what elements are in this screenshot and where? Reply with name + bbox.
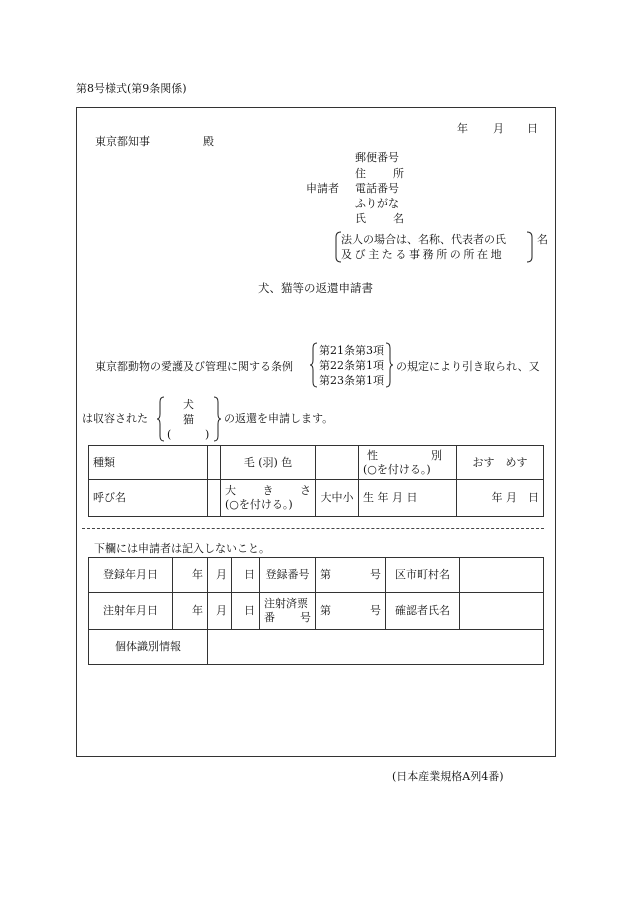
paper-size-note: (日本産業規格A列4番): [392, 770, 504, 783]
reg-date-label: 登録年月日: [89, 558, 173, 593]
sex-value[interactable]: おす めす: [457, 446, 544, 480]
sex-label: 性 別 (○を付ける。): [359, 446, 457, 480]
form-number: 第8号様式(第9条関係): [76, 82, 187, 95]
ordinance-continuation: の規定により引き取られ、又: [396, 360, 540, 373]
addressee-honorific: 殿: [203, 135, 214, 148]
injection-cert-label: 注射済票 番 号: [260, 593, 316, 630]
body-line2-suffix: の返還を申請します。: [224, 412, 334, 425]
corp-note-bracket-right: [525, 231, 535, 263]
animals-brace-right: [212, 396, 222, 442]
species-value[interactable]: [208, 446, 221, 480]
animal-dog: 犬: [183, 398, 194, 411]
corp-note-line-1: 法人の場合は、名称、代表者の氏: [341, 233, 506, 246]
id-info-value[interactable]: [208, 630, 544, 665]
animal-other-close: ): [205, 428, 210, 441]
reg-date-year[interactable]: 年: [173, 558, 208, 593]
injection-date-label: 注射年月日: [89, 593, 173, 630]
animal-info-table: [88, 445, 544, 517]
articles-brace-left: [309, 342, 319, 388]
applicant-name-label-1: 氏: [355, 212, 366, 225]
date-day: 日: [527, 122, 538, 135]
office-use-table: [88, 557, 544, 665]
applicant-postal-label: 郵便番号: [355, 151, 399, 164]
reg-number-label: 登録番号: [260, 558, 316, 593]
birth-date-label: 生 年 月 日: [359, 480, 457, 517]
size-value[interactable]: 大中小: [316, 480, 359, 517]
article-1: 第21条第3項: [319, 344, 384, 357]
species-label: 種類: [89, 446, 208, 480]
applicant-phone-label: 電話番号: [355, 182, 399, 195]
reg-date-day[interactable]: 日: [232, 558, 260, 593]
document-title: 犬、猫等の返還申請書: [258, 281, 373, 295]
applicant-address-label-2: 所: [393, 167, 404, 180]
articles-brace-right: [384, 342, 394, 388]
id-info-label: 個体識別情報: [89, 630, 208, 665]
applicant-furigana-label: ふりがな: [355, 197, 399, 210]
injection-date-day[interactable]: 日: [232, 593, 260, 630]
body-line2-prefix: は収容された: [82, 412, 148, 425]
call-name-label: 呼び名: [89, 480, 208, 517]
municipality-label: 区市町村名: [386, 558, 460, 593]
applicant-name-label-2: 名: [393, 212, 404, 225]
animal-other-open: (: [167, 428, 172, 441]
applicant-label: 申請者: [306, 182, 339, 195]
confirmer-label: 確認者氏名: [386, 593, 460, 630]
injection-cert-value[interactable]: 第 号: [316, 593, 386, 630]
fur-color-label: 毛 (羽) 色: [221, 446, 316, 480]
cut-line: [82, 528, 544, 529]
call-name-value[interactable]: [208, 480, 221, 517]
injection-date-year[interactable]: 年: [173, 593, 208, 630]
confirmer-value[interactable]: [460, 593, 544, 630]
date-year: 年: [457, 122, 468, 135]
applicant-address-label-1: 住: [355, 167, 366, 180]
corp-note-line-2: 及び主たる事務所の所在地: [341, 248, 505, 261]
fur-color-value[interactable]: [316, 446, 359, 480]
reg-number-value[interactable]: 第 号: [316, 558, 386, 593]
animal-cat: 猫: [183, 413, 194, 426]
article-3: 第23条第1項: [319, 374, 384, 387]
reg-date-month[interactable]: 月: [208, 558, 232, 593]
article-2: 第22条第1項: [319, 359, 384, 372]
office-use-note: 下欄には申請者は記入しないこと。: [94, 542, 270, 555]
injection-date-month[interactable]: 月: [208, 593, 232, 630]
birth-date-value[interactable]: 年 月 日: [457, 480, 544, 517]
animals-brace-left: [156, 396, 166, 442]
ordinance-name: 東京都動物の愛護及び管理に関する条例: [95, 360, 293, 373]
addressee-name: 東京都知事: [95, 135, 150, 148]
date-month: 月: [493, 122, 504, 135]
size-label: 大 き さ (○を付ける。): [221, 480, 316, 517]
corp-note-suffix: 名: [537, 233, 548, 246]
municipality-value[interactable]: [460, 558, 544, 593]
